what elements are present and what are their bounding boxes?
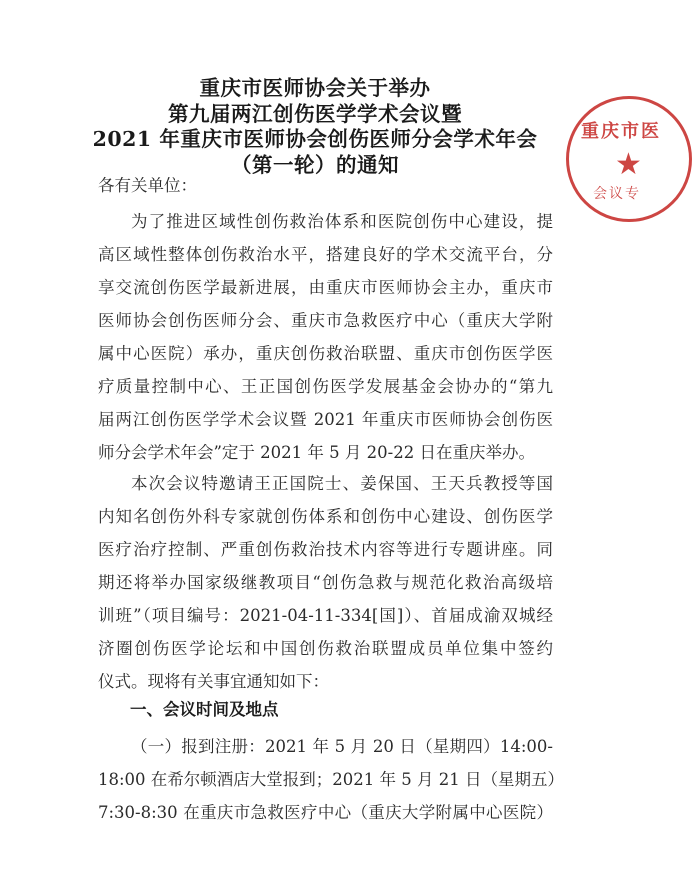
paragraph-1-line-8: 师分会学术年会”定于 2021 年 5 月 20-22 日在重庆举办。 — [98, 443, 535, 462]
paragraph-1-line-6: 疗质量控制中心、王正国创伤医学发展基金会协办的“第九 — [98, 377, 553, 396]
paragraph-1-line-3: 享交流创伤医学最新进展，由重庆市医师协会主办，重庆市 — [98, 278, 553, 297]
paragraph-2-line-1: 本次会议特邀请王正国院士、姜保国、王天兵教授等国 — [131, 474, 553, 493]
seal-top-text: 重庆市医 — [581, 121, 661, 142]
title-line-1: 重庆市医师协会关于举办 — [199, 76, 431, 100]
paragraph-2-line-6: 济圈创伤医学论坛和中国创伤救治联盟成员单位集中签约 — [98, 639, 553, 658]
section-1-line-2: 18:00 在希尔顿酒店大堂报到；2021 年 5 月 21 日（星期五） — [98, 770, 565, 789]
paragraph-2-line-3: 医疗治疗控制、严重创伤救治技术内容等进行专题讲座。同 — [98, 540, 553, 559]
paragraph-2-line-4: 期还将举办国家级继教项目“创伤急救与规范化救治高级培 — [98, 573, 553, 592]
official-seal — [566, 96, 692, 222]
paragraph-1-line-1: 为了推进区域性创伤救治体系和医院创伤中心建设，提 — [131, 212, 553, 231]
seal-star-icon: ★ — [615, 147, 642, 182]
section-1-heading: 一、会议时间及地点 — [130, 700, 279, 719]
paragraph-1-line-2: 高区域性整体创伤救治水平，搭建良好的学术交流平台，分 — [98, 245, 553, 264]
paragraph-2-line-2: 内知名创伤外科专家就创伤体系和创伤中心建设、创伤医学 — [98, 507, 553, 526]
section-1-line-1: （一）报到注册：2021 年 5 月 20 日（星期四）14:00- — [131, 737, 553, 756]
paragraph-1-line-7: 届两江创伤医学学术会议暨 2021 年重庆市医师协会创伤医 — [98, 410, 553, 429]
title-line-3: 2021 年重庆市医师协会创伤医师分会学术年会 — [92, 127, 538, 151]
paragraph-1-line-4: 医师协会创伤医师分会、重庆市急救医疗中心（重庆大学附 — [98, 311, 553, 330]
paragraph-1-line-5: 属中心医院）承办，重庆创伤救治联盟、重庆市创伤医学医 — [98, 344, 553, 363]
section-1-body — [98, 730, 565, 829]
seal-bottom-text: 会议专 — [593, 186, 641, 202]
document-title — [60, 76, 570, 178]
salutation: 各有关单位： — [98, 176, 197, 195]
paragraph-2 — [98, 467, 553, 698]
title-line-2: 第九届两江创伤医学学术会议暨 — [168, 101, 462, 126]
section-1-line-3: 7:30-8:30 在重庆市急救医疗中心（重庆大学附属中心医院） — [98, 803, 553, 822]
paragraph-2-line-5: 训班”（项目编号：2021-04-11-334[国]）、首届成渝双城经 — [98, 606, 553, 625]
title-line-4: （第一轮）的通知 — [231, 152, 399, 177]
paragraph-2-line-7: 仪式。现将有关事宜通知如下： — [98, 672, 329, 691]
paragraph-1 — [98, 205, 553, 469]
